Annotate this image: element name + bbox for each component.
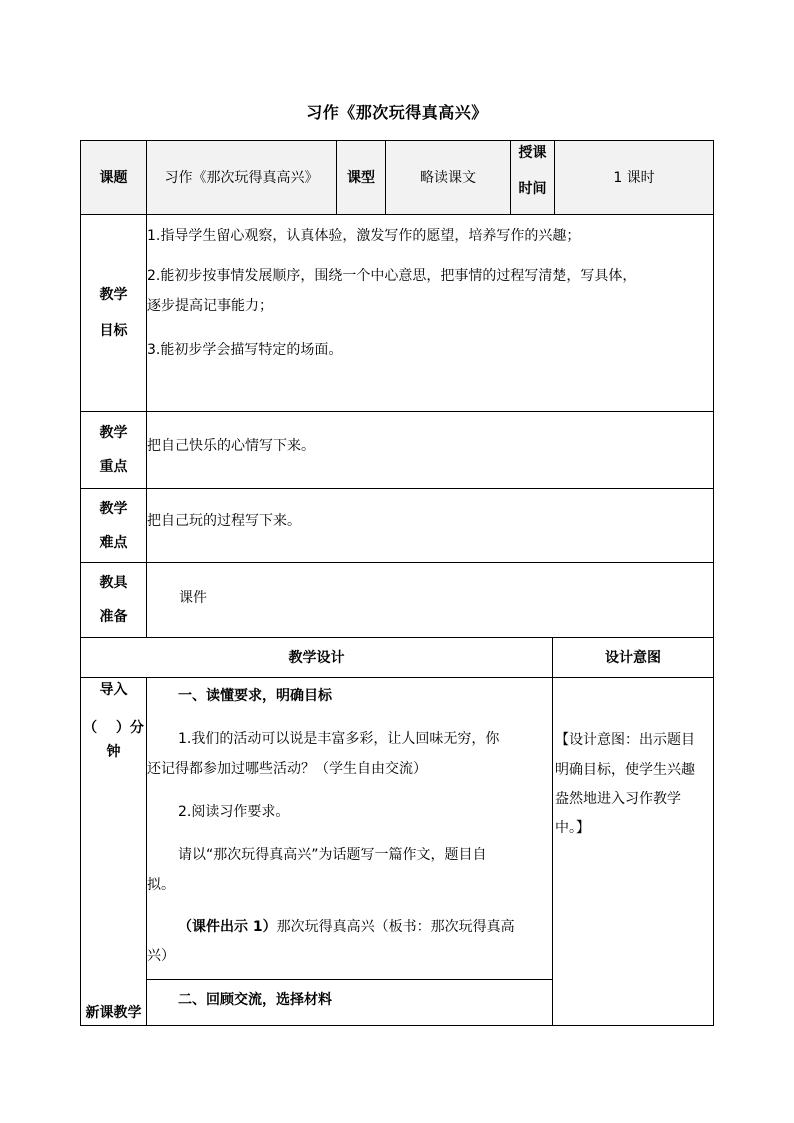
shouke-label-1: 授课 xyxy=(518,145,547,161)
design-header-cell xyxy=(80,637,553,678)
goal-line-3: 3.能初步学会描写特定的场面。 xyxy=(147,342,343,358)
kexing-label-cell xyxy=(336,140,386,215)
intent-line-3: 盎然地进入习作教学 xyxy=(555,791,681,807)
intro-label-2: （ ）分 xyxy=(83,720,144,736)
shouke-label-cell xyxy=(510,140,555,215)
tools-label-1: 教具 xyxy=(99,575,128,591)
design-label-cell xyxy=(80,677,147,1026)
para4-rest: 那次玩得真高兴（板书：那次玩得真高 xyxy=(276,919,515,935)
goal-line-1: 1.指导学生留心观察，认真体验，激发写作的愿望，培养写作的兴趣； xyxy=(147,228,581,244)
intent-line-2: 明确目标，使学生兴趣 xyxy=(555,762,695,778)
page-title: 习作《那次玩得真高兴》 xyxy=(306,103,488,122)
shouke-value: 1 课时 xyxy=(613,169,655,186)
difficulty-label-2: 难点 xyxy=(99,534,128,551)
para1-line-a: 1.我们的活动可以说是丰富多彩，让人回味无穷，你 xyxy=(178,731,500,747)
para3-line-b: 拟。 xyxy=(147,877,175,893)
intent-header-cell xyxy=(552,637,714,678)
kexing-value: 略读课文 xyxy=(420,169,476,186)
goals-content-cell xyxy=(146,214,714,412)
new-lesson-label: 新课教学 xyxy=(85,1005,142,1021)
goals-label-2: 目标 xyxy=(99,323,128,339)
intent-header: 设计意图 xyxy=(605,649,661,666)
goal-line-2b: 逐步提高记事能力； xyxy=(147,298,273,314)
para4-line-b: 兴） xyxy=(147,948,175,964)
kexing-label: 课型 xyxy=(347,169,375,186)
tools-text: 课件 xyxy=(179,590,207,606)
section1-title: 一、读懂要求，明确目标 xyxy=(178,688,332,704)
tools-label-2: 准备 xyxy=(99,609,128,625)
key-label-2: 重点 xyxy=(99,459,128,475)
shouke-value-cell xyxy=(554,140,714,215)
para1-line-b: 还记得都参加过哪些活动？（学生自由交流） xyxy=(147,761,427,777)
section2-cell xyxy=(146,979,553,1026)
para2: 2.阅读习作要求。 xyxy=(178,804,290,820)
difficulty-text: 把自己玩的过程写下来。 xyxy=(147,513,301,529)
keti-value-cell xyxy=(146,140,337,215)
intent-content-cell xyxy=(552,677,714,1026)
keti-label-cell xyxy=(80,140,147,215)
para4-line-a xyxy=(178,917,548,937)
tools-content-cell xyxy=(146,562,714,638)
key-label-cell xyxy=(80,411,147,489)
key-content-cell xyxy=(146,411,714,489)
intro-label-1: 导入 xyxy=(99,682,128,698)
shouke-label-2: 时间 xyxy=(518,181,547,197)
tools-label-cell xyxy=(80,562,147,638)
difficulty-label-1: 教学 xyxy=(99,500,128,517)
keti-value: 习作《那次玩得真高兴》 xyxy=(164,169,319,186)
goals-label-1: 教学 xyxy=(99,287,128,303)
design-content-cell xyxy=(146,677,553,980)
difficulty-label-cell xyxy=(80,488,147,563)
section2-title: 二、回顾交流，选择材料 xyxy=(178,992,332,1008)
keti-label: 课题 xyxy=(99,169,128,186)
design-header: 教学设计 xyxy=(288,649,345,666)
para3-line-a: 请以“那次玩得真高兴”为话题写一篇作文，题目自 xyxy=(178,847,487,863)
goal-line-2a: 2.能初步按事情发展顺序，围绕一个中心意思，把事情的过程写清楚，写具体， xyxy=(147,268,637,284)
key-label-1: 教学 xyxy=(99,425,128,441)
intent-line-1: 【设计意图：出示题目 xyxy=(555,732,695,748)
goals-label-cell xyxy=(80,214,147,412)
intent-line-4: 中。】 xyxy=(555,820,590,836)
courseware-label: （课件出示 1） xyxy=(178,919,277,935)
key-text: 把自己快乐的心情写下来。 xyxy=(147,438,315,454)
difficulty-content-cell xyxy=(146,488,714,563)
kexing-value-cell xyxy=(385,140,511,215)
intro-label-3: 钟 xyxy=(106,744,121,760)
